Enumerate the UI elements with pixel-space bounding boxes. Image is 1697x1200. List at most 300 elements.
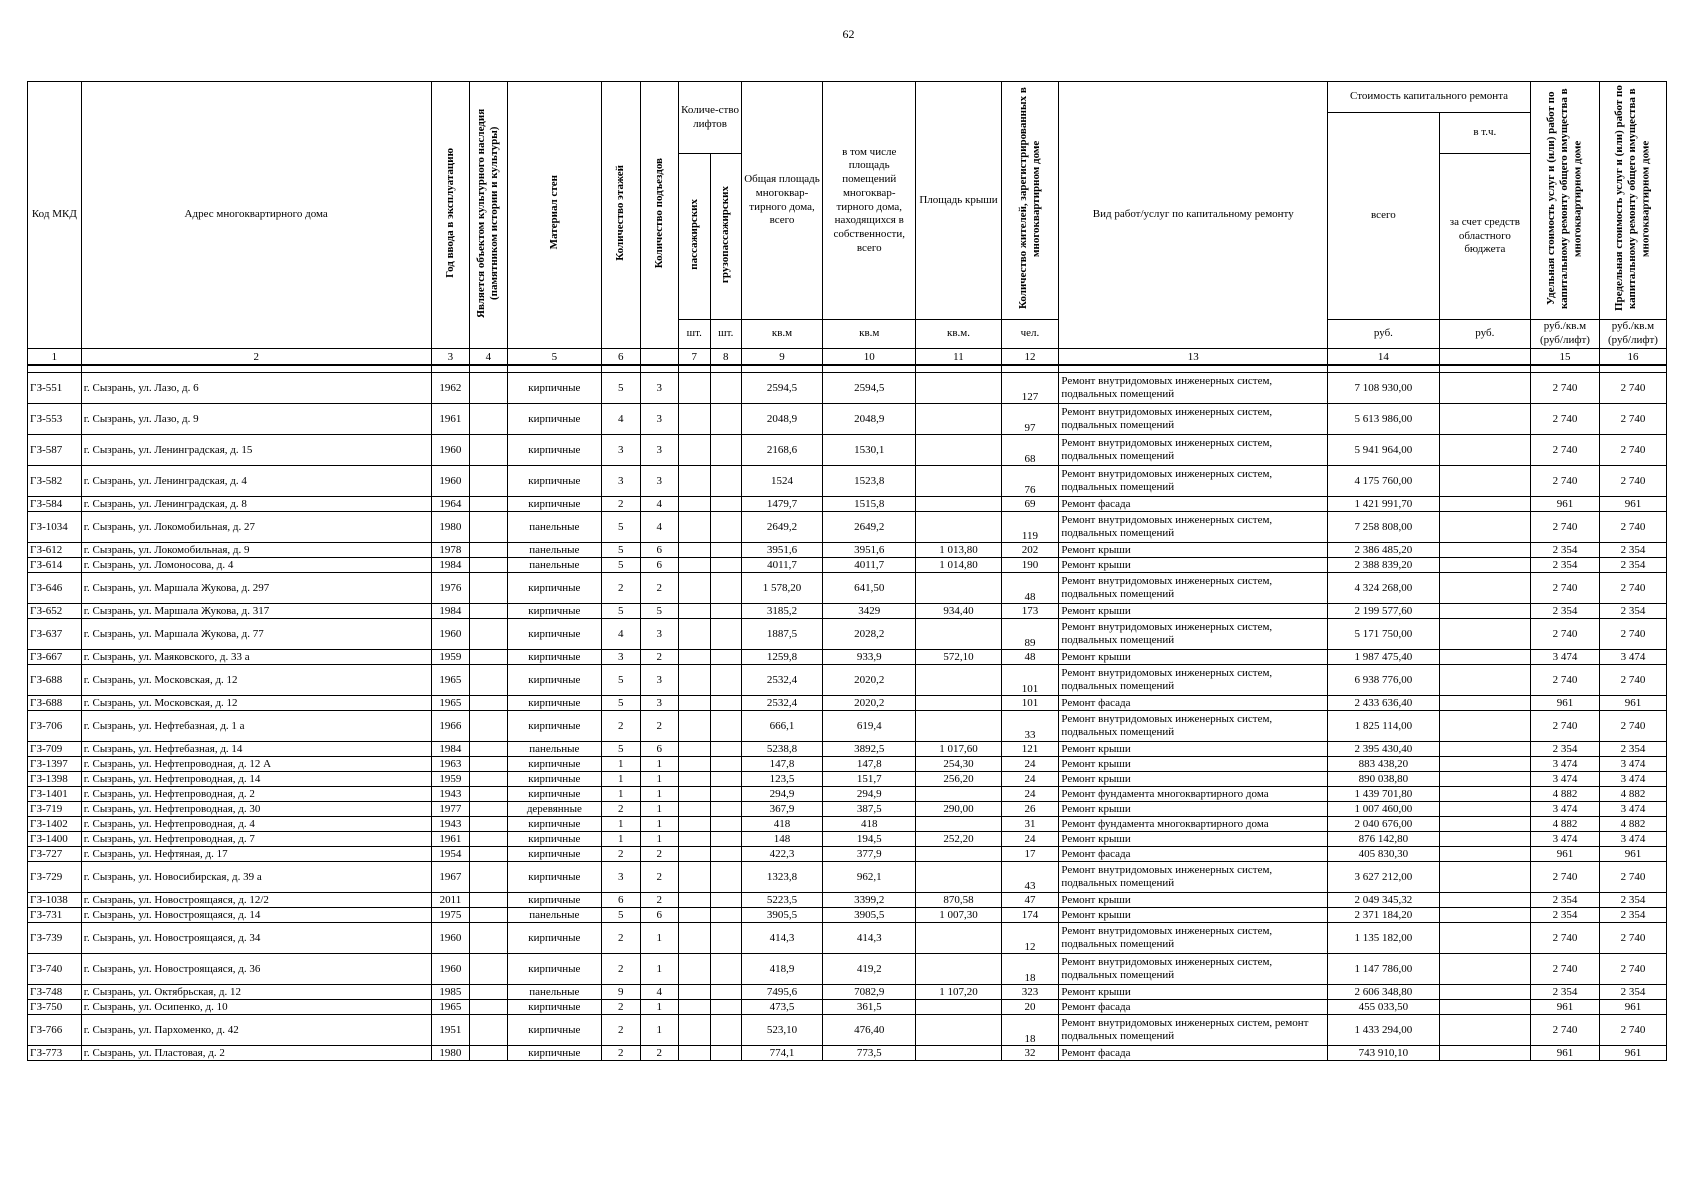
cell-cost-total: 2 386 485,20: [1328, 543, 1440, 558]
cell-unit-cost: 2 740: [1530, 404, 1599, 435]
cell-lifts-cargo: [710, 373, 741, 404]
cell-address: г. Сызрань, ул. Ленинградская, д. 15: [81, 435, 431, 466]
cell-unit-cost: 2 354: [1530, 893, 1599, 908]
unit-total-area: кв.м: [741, 320, 822, 349]
cell-unit-cost: 3 474: [1530, 650, 1599, 665]
cell-owned-area: 2020,2: [823, 665, 916, 696]
cell-residents: 101: [1001, 696, 1059, 711]
cell-owned-area: 7082,9: [823, 985, 916, 1000]
cell-address: г. Сызрань, ул. Маяковского, д. 33 а: [81, 650, 431, 665]
cell-heritage: [470, 404, 508, 435]
cell-address: г. Сызрань, ул. Осипенко, д. 10: [81, 1000, 431, 1015]
header-code: Код МКД: [28, 82, 82, 349]
cell-work-type: Ремонт крыши: [1059, 985, 1328, 1000]
cell-max-cost: 2 354: [1599, 543, 1666, 558]
header-cost-total: всего: [1328, 113, 1440, 320]
cell-max-cost: 2 354: [1599, 908, 1666, 923]
table-row: [28, 497, 1667, 512]
cell-heritage: [470, 923, 508, 954]
cell-address: г. Сызрань, ул. Нефтебазная, д. 14: [81, 742, 431, 757]
cell-year: 1962: [431, 373, 470, 404]
cell-residents: 101: [1001, 665, 1059, 696]
table-row: [28, 435, 1667, 466]
cell-roof-area: 870,58: [916, 893, 1001, 908]
cell-lifts-passenger: [679, 802, 710, 817]
cell-walls: кирпичные: [507, 435, 601, 466]
cell-cost-regional: [1439, 650, 1530, 665]
cell-lifts-passenger: [679, 497, 710, 512]
cell-walls: кирпичные: [507, 847, 601, 862]
cell-work-type: Ремонт внутридомовых инженерных систем, подвальных помещений: [1059, 862, 1328, 893]
cell-roof-area: [916, 435, 1001, 466]
cell-lifts-cargo: [710, 817, 741, 832]
cell-unit-cost: 2 740: [1530, 435, 1599, 466]
cell-address: г. Сызрань, ул. Нефтебазная, д. 1 а: [81, 711, 431, 742]
cell-max-cost: 3 474: [1599, 772, 1666, 787]
column-number: [1439, 349, 1530, 366]
cell-roof-area: 1 107,20: [916, 985, 1001, 1000]
cell-mkd-code: ГЗ-1400: [28, 832, 82, 847]
cell-lifts-cargo: [710, 802, 741, 817]
unit-roof-area: кв.м.: [916, 320, 1001, 349]
cell-owned-area: 387,5: [823, 802, 916, 817]
cell-cost-total: 2 049 345,32: [1328, 893, 1440, 908]
cell-heritage: [470, 435, 508, 466]
cell-unit-cost: 961: [1530, 497, 1599, 512]
cell-residents: 32: [1001, 1046, 1059, 1061]
cell-entrances: 3: [640, 435, 679, 466]
cell-floors: 2: [602, 1000, 641, 1015]
cell-work-type: Ремонт внутридомовых инженерных систем, подвальных помещений: [1059, 404, 1328, 435]
cell-year: 1977: [431, 802, 470, 817]
cell-lifts-cargo: [710, 497, 741, 512]
cell-lifts-cargo: [710, 435, 741, 466]
cell-total-area: 147,8: [741, 757, 822, 772]
cell-entrances: 3: [640, 696, 679, 711]
cell-roof-area: [916, 817, 1001, 832]
cell-lifts-passenger: [679, 711, 710, 742]
cell-cost-total: 1 439 701,80: [1328, 787, 1440, 802]
cell-entrances: 6: [640, 908, 679, 923]
cell-entrances: 2: [640, 893, 679, 908]
table-row: [28, 772, 1667, 787]
cell-total-area: 2532,4: [741, 696, 822, 711]
cell-year: 1975: [431, 908, 470, 923]
cell-walls: деревянные: [507, 802, 601, 817]
cell-address: г. Сызрань, ул. Новостроящаяся, д. 14: [81, 908, 431, 923]
cell-owned-area: 151,7: [823, 772, 916, 787]
unit-unit-cost: руб./кв.м (руб/лифт): [1530, 320, 1599, 349]
cell-entrances: 1: [640, 1000, 679, 1015]
cell-year: 1978: [431, 543, 470, 558]
cell-unit-cost: 2 740: [1530, 665, 1599, 696]
cell-total-area: 3185,2: [741, 604, 822, 619]
cell-walls: панельные: [507, 512, 601, 543]
cell-address: г. Сызрань, ул. Нефтепроводная, д. 7: [81, 832, 431, 847]
cell-lifts-passenger: [679, 1046, 710, 1061]
cell-cost-regional: [1439, 954, 1530, 985]
cell-walls: кирпичные: [507, 893, 601, 908]
cell-heritage: [470, 847, 508, 862]
cell-mkd-code: ГЗ-1401: [28, 787, 82, 802]
table-row: [28, 543, 1667, 558]
cell-walls: кирпичные: [507, 1015, 601, 1046]
cell-entrances: 3: [640, 466, 679, 497]
cell-floors: 2: [602, 1015, 641, 1046]
cell-lifts-cargo: [710, 985, 741, 1000]
cell-cost-total: 1 825 114,00: [1328, 711, 1440, 742]
cell-work-type: Ремонт внутридомовых инженерных систем, подвальных помещений: [1059, 665, 1328, 696]
column-number: 8: [710, 349, 741, 366]
cell-heritage: [470, 772, 508, 787]
cell-lifts-passenger: [679, 373, 710, 404]
cell-year: 1964: [431, 497, 470, 512]
cell-cost-regional: [1439, 923, 1530, 954]
table-row: [28, 832, 1667, 847]
cell-residents: 12: [1001, 923, 1059, 954]
cell-address: г. Сызрань, ул. Локомобильная, д. 27: [81, 512, 431, 543]
cell-cost-regional: [1439, 893, 1530, 908]
cell-entrances: 4: [640, 512, 679, 543]
cell-year: 1976: [431, 573, 470, 604]
cell-lifts-passenger: [679, 512, 710, 543]
table-row: [28, 711, 1667, 742]
cell-work-type: Ремонт крыши: [1059, 742, 1328, 757]
header-total-area: Общая площадь многоквар-тирного дома, всего: [741, 82, 822, 320]
cell-residents: 202: [1001, 543, 1059, 558]
cell-heritage: [470, 757, 508, 772]
cell-lifts-passenger: [679, 832, 710, 847]
cell-total-area: 523,10: [741, 1015, 822, 1046]
cell-max-cost: 2 740: [1599, 512, 1666, 543]
cell-cost-total: 883 438,20: [1328, 757, 1440, 772]
cell-owned-area: 2028,2: [823, 619, 916, 650]
cell-walls: панельные: [507, 742, 601, 757]
cell-work-type: Ремонт внутридомовых инженерных систем, подвальных помещений: [1059, 435, 1328, 466]
cell-year: 1960: [431, 435, 470, 466]
cell-unit-cost: 3 474: [1530, 832, 1599, 847]
cell-floors: 9: [602, 985, 641, 1000]
cell-cost-regional: [1439, 742, 1530, 757]
cell-address: г. Сызрань, ул. Пластовая, д. 2: [81, 1046, 431, 1061]
cell-floors: 5: [602, 558, 641, 573]
cell-roof-area: 290,00: [916, 802, 1001, 817]
cell-mkd-code: ГЗ-1034: [28, 512, 82, 543]
unit-residents: чел.: [1001, 320, 1059, 349]
cell-mkd-code: ГЗ-729: [28, 862, 82, 893]
cell-cost-regional: [1439, 908, 1530, 923]
cell-entrances: 1: [640, 817, 679, 832]
cell-mkd-code: ГЗ-587: [28, 435, 82, 466]
cell-lifts-passenger: [679, 650, 710, 665]
cell-address: г. Сызрань, ул. Нефтепроводная, д. 4: [81, 817, 431, 832]
cell-owned-area: 773,5: [823, 1046, 916, 1061]
cell-year: 1967: [431, 862, 470, 893]
cell-year: 1965: [431, 696, 470, 711]
table-row: [28, 512, 1667, 543]
table-row: [28, 893, 1667, 908]
cell-floors: 3: [602, 862, 641, 893]
cell-lifts-cargo: [710, 832, 741, 847]
table-row: [28, 665, 1667, 696]
cell-lifts-passenger: [679, 742, 710, 757]
cell-unit-cost: 2 740: [1530, 954, 1599, 985]
cell-total-area: 1887,5: [741, 619, 822, 650]
table-row: [28, 604, 1667, 619]
cell-max-cost: 2 740: [1599, 1015, 1666, 1046]
cell-entrances: 1: [640, 757, 679, 772]
cell-mkd-code: ГЗ-584: [28, 497, 82, 512]
cell-max-cost: 961: [1599, 1000, 1666, 1015]
cell-owned-area: 414,3: [823, 923, 916, 954]
cell-work-type: Ремонт крыши: [1059, 558, 1328, 573]
cell-roof-area: [916, 665, 1001, 696]
cell-heritage: [470, 512, 508, 543]
header-floors: Количество этажей: [602, 82, 641, 349]
cell-work-type: Ремонт фундамента многоквартирного дома: [1059, 817, 1328, 832]
cell-heritage: [470, 1015, 508, 1046]
cell-max-cost: 4 882: [1599, 817, 1666, 832]
cell-walls: панельные: [507, 908, 601, 923]
cell-heritage: [470, 893, 508, 908]
cell-heritage: [470, 619, 508, 650]
cell-residents: 24: [1001, 757, 1059, 772]
column-number: 10: [823, 349, 916, 366]
cell-heritage: [470, 573, 508, 604]
cell-unit-cost: 2 354: [1530, 604, 1599, 619]
cell-total-area: 1 578,20: [741, 573, 822, 604]
cell-unit-cost: 2 354: [1530, 742, 1599, 757]
cell-unit-cost: 2 354: [1530, 985, 1599, 1000]
cell-heritage: [470, 665, 508, 696]
cell-owned-area: 2594,5: [823, 373, 916, 404]
cell-cost-regional: [1439, 696, 1530, 711]
cell-roof-area: [916, 923, 1001, 954]
cell-work-type: Ремонт внутридомовых инженерных систем, подвальных помещений: [1059, 373, 1328, 404]
table-row: [28, 757, 1667, 772]
cell-entrances: 2: [640, 862, 679, 893]
cell-year: 1961: [431, 832, 470, 847]
cell-address: г. Сызрань, ул. Лазо, д. 9: [81, 404, 431, 435]
cell-year: 1943: [431, 817, 470, 832]
table-row: [28, 847, 1667, 862]
cell-lifts-passenger: [679, 923, 710, 954]
cell-lifts-cargo: [710, 573, 741, 604]
cell-entrances: 1: [640, 1015, 679, 1046]
cell-owned-area: 933,9: [823, 650, 916, 665]
cell-cost-regional: [1439, 466, 1530, 497]
cell-heritage: [470, 908, 508, 923]
cell-cost-total: 405 830,30: [1328, 847, 1440, 862]
cell-year: 1984: [431, 604, 470, 619]
cell-address: г. Сызрань, ул. Маршала Жукова, д. 297: [81, 573, 431, 604]
cell-work-type: Ремонт внутридомовых инженерных систем, подвальных помещений: [1059, 466, 1328, 497]
cell-mkd-code: ГЗ-667: [28, 650, 82, 665]
cell-cost-total: 5 171 750,00: [1328, 619, 1440, 650]
cell-mkd-code: ГЗ-553: [28, 404, 82, 435]
cell-floors: 2: [602, 847, 641, 862]
column-number: 3: [431, 349, 470, 366]
cell-lifts-cargo: [710, 696, 741, 711]
cell-roof-area: 1 017,60: [916, 742, 1001, 757]
cell-work-type: Ремонт фасада: [1059, 847, 1328, 862]
cell-total-area: 148: [741, 832, 822, 847]
cell-lifts-passenger: [679, 435, 710, 466]
cell-mkd-code: ГЗ-766: [28, 1015, 82, 1046]
cell-floors: 4: [602, 404, 641, 435]
column-number: 2: [81, 349, 431, 366]
header-walls: Материал стен: [507, 82, 601, 349]
cell-cost-regional: [1439, 1015, 1530, 1046]
cell-cost-regional: [1439, 832, 1530, 847]
cell-work-type: Ремонт внутридомовых инженерных систем, подвальных помещений: [1059, 573, 1328, 604]
cell-roof-area: [916, 696, 1001, 711]
cell-residents: 20: [1001, 1000, 1059, 1015]
table-row: [28, 787, 1667, 802]
cell-entrances: 3: [640, 404, 679, 435]
cell-lifts-cargo: [710, 923, 741, 954]
cell-floors: 5: [602, 543, 641, 558]
cell-max-cost: 2 354: [1599, 985, 1666, 1000]
cell-residents: 18: [1001, 954, 1059, 985]
cell-walls: кирпичные: [507, 787, 601, 802]
cell-max-cost: 2 354: [1599, 893, 1666, 908]
cell-floors: 5: [602, 373, 641, 404]
cell-entrances: 1: [640, 802, 679, 817]
cell-walls: кирпичные: [507, 650, 601, 665]
cell-roof-area: [916, 1000, 1001, 1015]
cell-cost-regional: [1439, 772, 1530, 787]
cell-address: г. Сызрань, ул. Ленинградская, д. 4: [81, 466, 431, 497]
cell-heritage: [470, 650, 508, 665]
table-row: [28, 742, 1667, 757]
cell-max-cost: 2 354: [1599, 558, 1666, 573]
cell-total-area: 418: [741, 817, 822, 832]
cell-walls: кирпичные: [507, 466, 601, 497]
table-row: [28, 923, 1667, 954]
cell-mkd-code: ГЗ-1398: [28, 772, 82, 787]
cell-roof-area: [916, 954, 1001, 985]
cell-address: г. Сызрань, ул. Лазо, д. 6: [81, 373, 431, 404]
column-number-row: [28, 349, 1667, 366]
cell-cost-total: 455 033,50: [1328, 1000, 1440, 1015]
cell-total-area: 666,1: [741, 711, 822, 742]
cell-cost-total: 743 910,10: [1328, 1046, 1440, 1061]
cell-walls: кирпичные: [507, 573, 601, 604]
cell-heritage: [470, 543, 508, 558]
unit-lifts-passenger: шт.: [679, 320, 710, 349]
table-row: [28, 558, 1667, 573]
cell-lifts-cargo: [710, 512, 741, 543]
cell-cost-total: 4 324 268,00: [1328, 573, 1440, 604]
cell-total-area: 418,9: [741, 954, 822, 985]
cell-max-cost: 961: [1599, 1046, 1666, 1061]
cell-lifts-cargo: [710, 558, 741, 573]
cell-max-cost: 2 740: [1599, 619, 1666, 650]
cell-cost-regional: [1439, 847, 1530, 862]
cell-walls: кирпичные: [507, 817, 601, 832]
cell-cost-regional: [1439, 619, 1530, 650]
cell-walls: панельные: [507, 543, 601, 558]
cell-lifts-cargo: [710, 650, 741, 665]
cell-lifts-cargo: [710, 1000, 741, 1015]
cell-cost-total: 4 175 760,00: [1328, 466, 1440, 497]
cell-owned-area: 3399,2: [823, 893, 916, 908]
column-number: 4: [470, 349, 508, 366]
cell-walls: кирпичные: [507, 862, 601, 893]
cell-address: г. Сызрань, ул. Октябрьская, д. 12: [81, 985, 431, 1000]
cell-work-type: Ремонт внутридомовых инженерных систем, подвальных помещений: [1059, 619, 1328, 650]
cell-lifts-cargo: [710, 862, 741, 893]
cell-residents: 48: [1001, 650, 1059, 665]
cell-heritage: [470, 985, 508, 1000]
cell-address: г. Сызрань, ул. Нефтепроводная, д. 30: [81, 802, 431, 817]
cell-year: 1980: [431, 512, 470, 543]
cell-residents: 18: [1001, 1015, 1059, 1046]
cell-max-cost: 961: [1599, 847, 1666, 862]
cell-heritage: [470, 497, 508, 512]
cell-floors: 3: [602, 466, 641, 497]
cell-lifts-cargo: [710, 604, 741, 619]
header-roof-area: Площадь крыши: [916, 82, 1001, 320]
cell-max-cost: 2 740: [1599, 404, 1666, 435]
cell-roof-area: 256,20: [916, 772, 1001, 787]
cell-residents: 69: [1001, 497, 1059, 512]
cell-heritage: [470, 711, 508, 742]
cell-walls: кирпичные: [507, 1000, 601, 1015]
cell-unit-cost: 2 740: [1530, 923, 1599, 954]
cell-cost-total: 890 038,80: [1328, 772, 1440, 787]
cell-year: 1960: [431, 619, 470, 650]
cell-lifts-cargo: [710, 711, 741, 742]
cell-max-cost: 2 740: [1599, 862, 1666, 893]
cell-unit-cost: 961: [1530, 696, 1599, 711]
cell-owned-area: 1515,8: [823, 497, 916, 512]
header-cost-incl: в т.ч.: [1439, 113, 1530, 154]
cell-unit-cost: 2 740: [1530, 862, 1599, 893]
cell-lifts-passenger: [679, 817, 710, 832]
cell-lifts-passenger: [679, 908, 710, 923]
cell-roof-area: [916, 373, 1001, 404]
cell-lifts-cargo: [710, 954, 741, 985]
cell-floors: 2: [602, 954, 641, 985]
cell-floors: 5: [602, 665, 641, 696]
cell-cost-regional: [1439, 665, 1530, 696]
capital-repair-table: [27, 81, 1667, 1061]
cell-residents: 48: [1001, 573, 1059, 604]
cell-floors: 5: [602, 512, 641, 543]
cell-walls: кирпичные: [507, 923, 601, 954]
cell-lifts-cargo: [710, 908, 741, 923]
cell-roof-area: 254,30: [916, 757, 1001, 772]
cell-work-type: Ремонт крыши: [1059, 543, 1328, 558]
cell-cost-total: 1 007 460,00: [1328, 802, 1440, 817]
unit-lifts-cargo: шт.: [710, 320, 741, 349]
cell-work-type: Ремонт крыши: [1059, 757, 1328, 772]
cell-total-area: 4011,7: [741, 558, 822, 573]
cell-floors: 1: [602, 832, 641, 847]
cell-walls: кирпичные: [507, 619, 601, 650]
cell-residents: 76: [1001, 466, 1059, 497]
cell-roof-area: 252,20: [916, 832, 1001, 847]
cell-residents: 43: [1001, 862, 1059, 893]
cell-residents: 174: [1001, 908, 1059, 923]
cell-walls: кирпичные: [507, 711, 601, 742]
cell-walls: кирпичные: [507, 696, 601, 711]
cell-heritage: [470, 1046, 508, 1061]
column-number: 6: [602, 349, 641, 366]
cell-address: г. Сызрань, ул. Пархоменко, д. 42: [81, 1015, 431, 1046]
